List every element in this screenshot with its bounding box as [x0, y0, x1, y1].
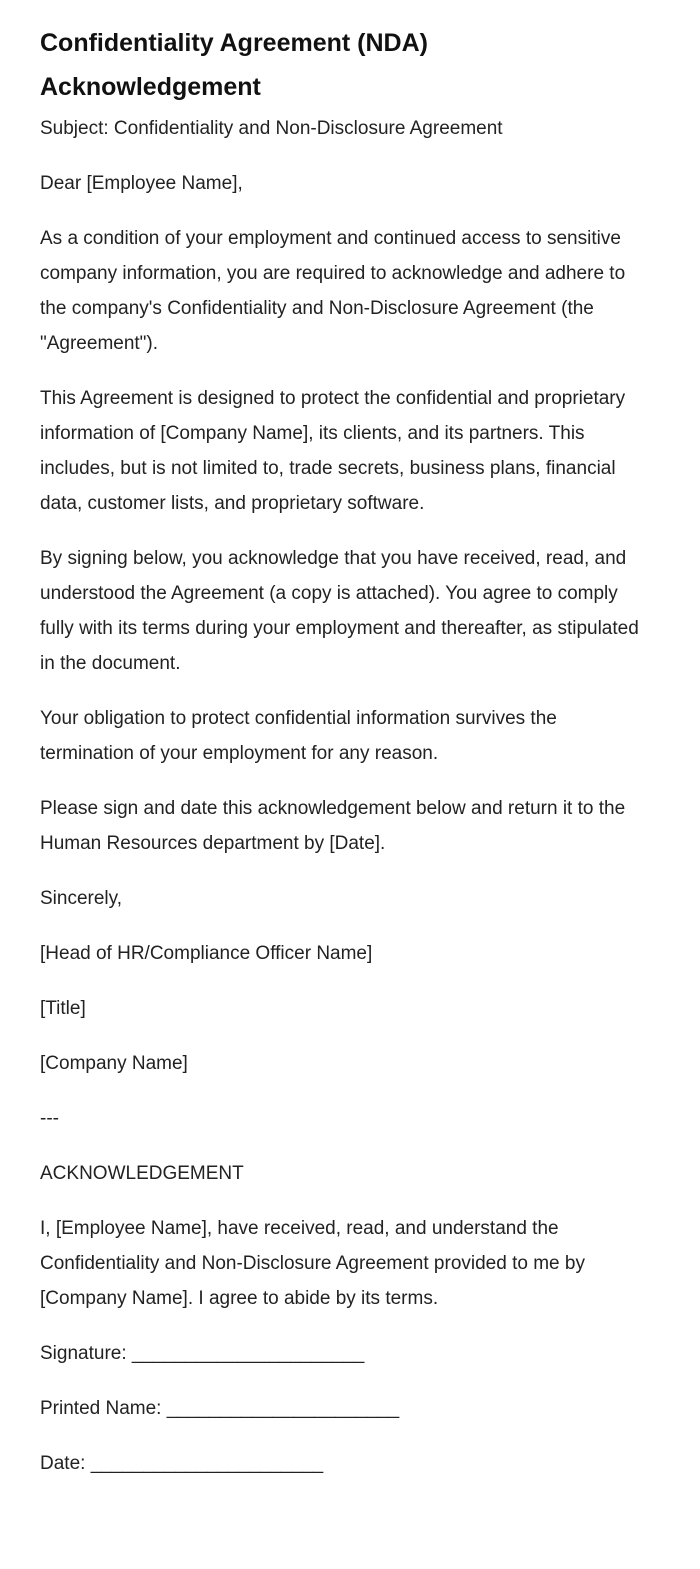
- body-paragraph: By signing below, you acknowledge that you have received, read, and understood the Agreement (a copy is attached). You agree to comply fully with its terms during your employment and thereafter, as stipulated in the document.: [40, 548, 639, 674]
- date-field: Date: ______________________: [40, 1453, 324, 1474]
- acknowledgement-heading: ACKNOWLEDGEMENT: [40, 1163, 244, 1184]
- sender-name: [Head of HR/Compliance Officer Name]: [40, 943, 373, 964]
- signature-field: Signature: ______________________: [40, 1343, 365, 1364]
- document-page: [40, 21, 640, 1501]
- sender-title: [Title]: [40, 998, 86, 1019]
- printed-name-field: Printed Name: ______________________: [40, 1398, 400, 1419]
- acknowledgement-text: I, [Employee Name], have received, read, and understand the Confidentiality and Non-Disclosure Agreement provided to me by [Company Name]. I agree to abide by its terms.: [40, 1218, 585, 1309]
- salutation: Dear [Employee Name],: [40, 173, 243, 194]
- closing: Sincerely,: [40, 888, 123, 909]
- subject-line: Subject: Confidentiality and Non-Disclosure Agreement: [40, 118, 503, 139]
- body-paragraph: As a condition of your employment and continued access to sensitive company information, you are required to acknowledge and adhere to the company's Confidentiality and Non-Disclosure Agreement (the "Agreement").: [40, 228, 626, 354]
- body-paragraph: Your obligation to protect confidential information survives the termination of your employment for any reason.: [40, 708, 557, 764]
- section-separator: ---: [40, 1108, 59, 1129]
- sender-company: [Company Name]: [40, 1053, 188, 1074]
- document-title: Confidentiality Agreement (NDA) Acknowledgement: [40, 29, 428, 101]
- body-paragraph: Please sign and date this acknowledgement below and return it to the Human Resources department by [Date].: [40, 798, 626, 854]
- body-paragraph: This Agreement is designed to protect the confidential and proprietary information of [Company Name], its clients, and its partners. This includes, but is not limited to, trade secrets, business plans, financial data, customer lists, and proprietary software.: [40, 388, 626, 514]
